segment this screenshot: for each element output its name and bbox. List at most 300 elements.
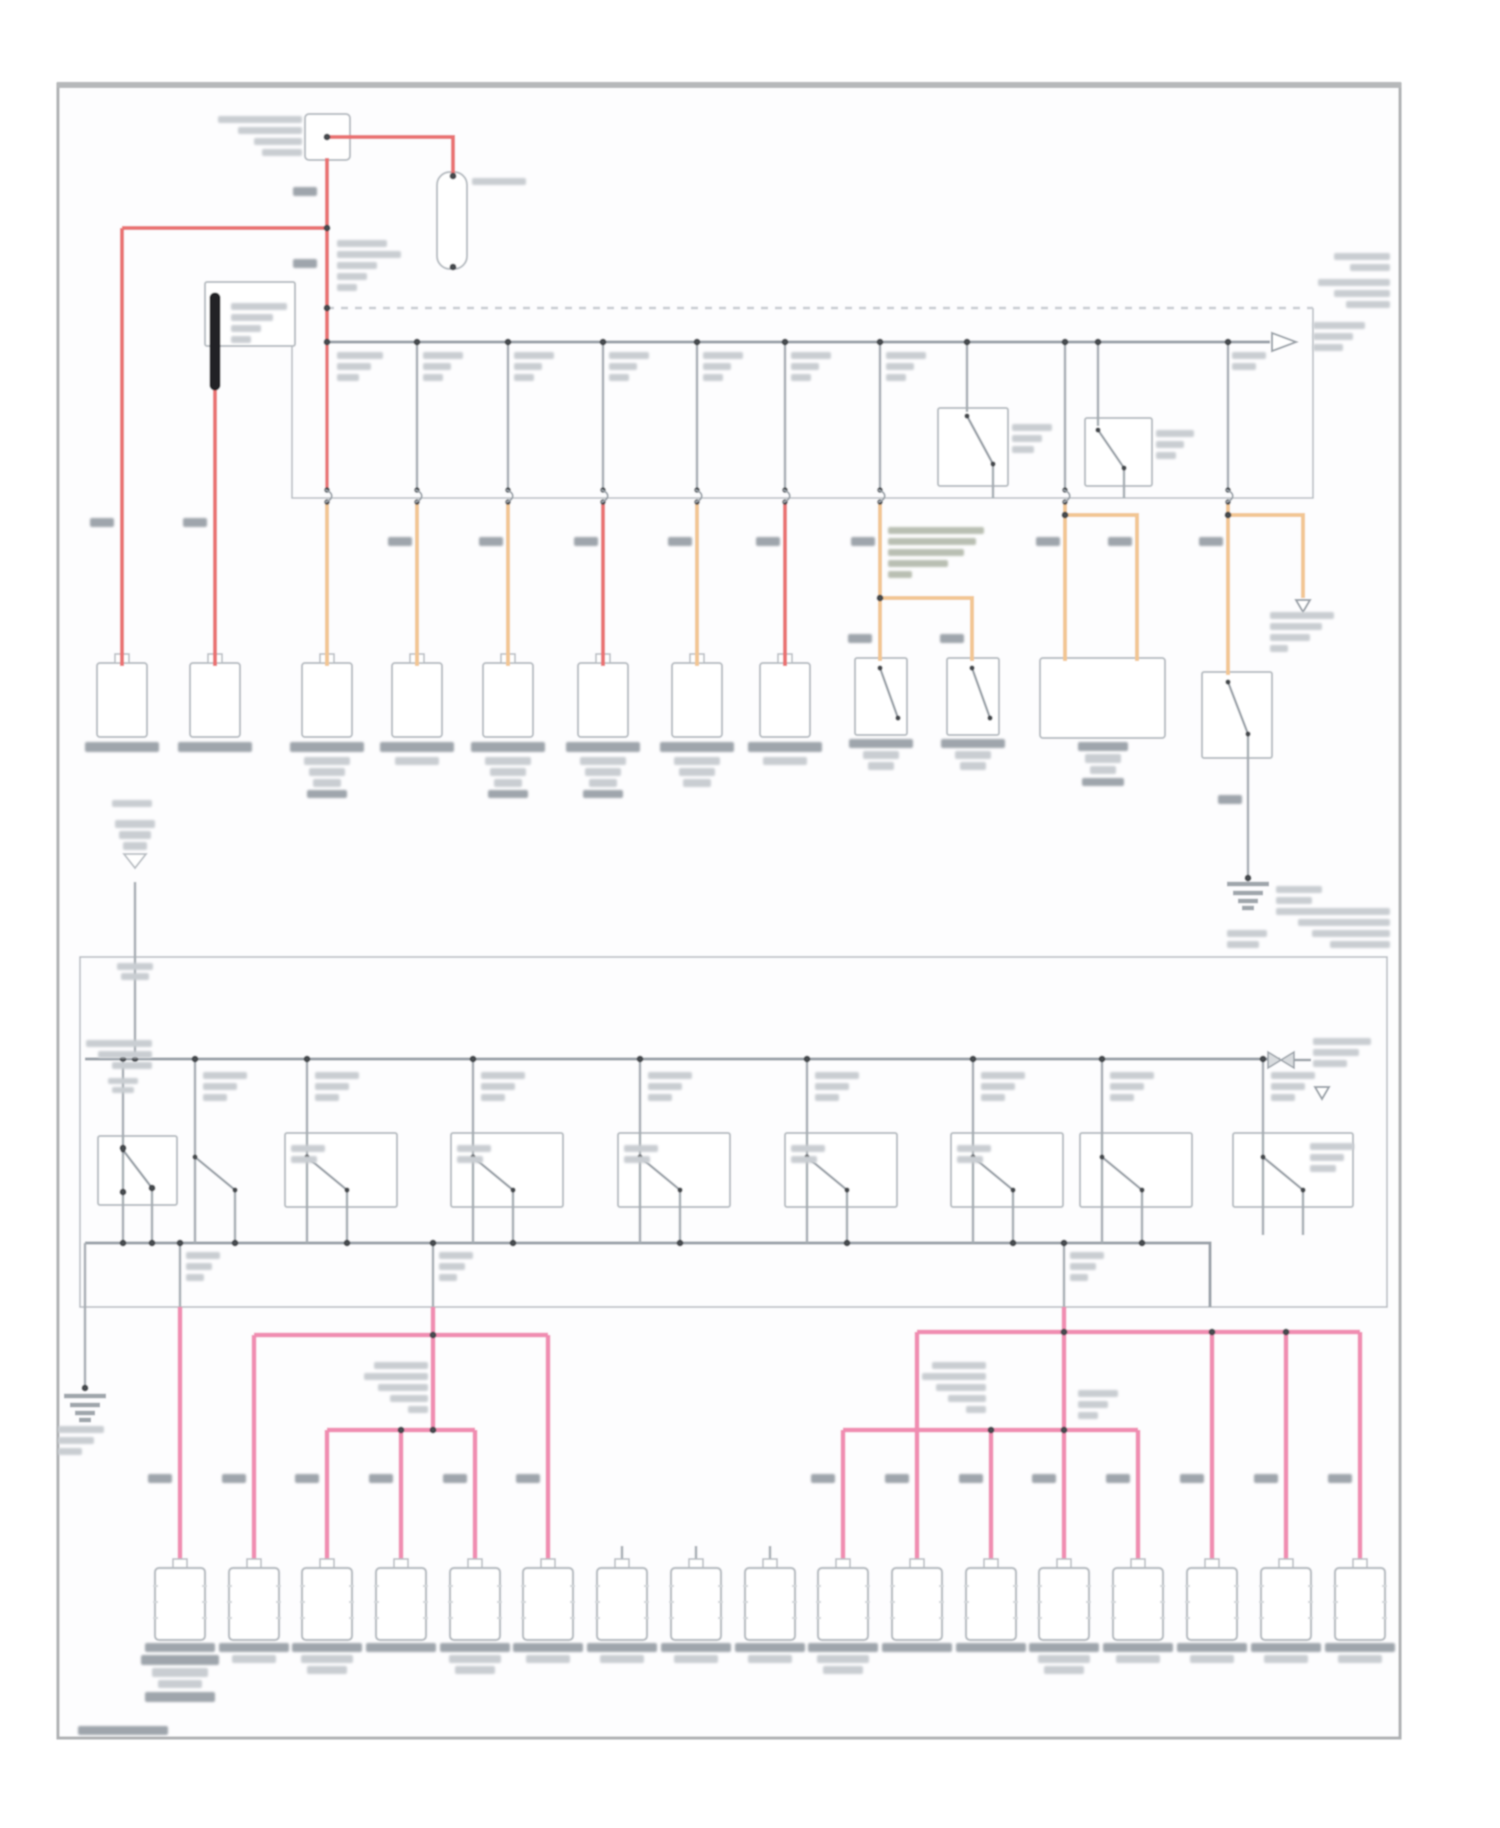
- wire-gauge-tag: [90, 518, 114, 527]
- blurred-label-line: [514, 352, 554, 359]
- relay-box: [938, 408, 1008, 486]
- blurred-stack-bar: [580, 757, 626, 765]
- connector-box: [97, 663, 147, 737]
- blurred-stack-bar: [121, 973, 149, 980]
- switch-terminal: [990, 461, 995, 466]
- blurred-label-bar: [661, 1643, 731, 1652]
- connector-terminal-nub: [468, 1559, 482, 1568]
- blurred-label-line: [703, 374, 723, 381]
- connector-box: [892, 1568, 942, 1640]
- blurred-label-line: [472, 178, 526, 185]
- blurred-label-line: [1232, 363, 1256, 370]
- blurred-label-line: [1270, 623, 1322, 630]
- junction-dot: [450, 173, 457, 180]
- blurred-label-line: [1313, 1060, 1347, 1067]
- blurred-stack-bar: [674, 757, 720, 765]
- blurred-label-line: [231, 314, 273, 321]
- blurred-label-bar: [600, 1655, 644, 1663]
- blurred-stack-bar: [119, 831, 151, 839]
- blurred-label-line: [948, 1395, 986, 1402]
- blurred-label-line: [457, 1145, 491, 1152]
- wire-gauge-tag: [885, 1474, 909, 1483]
- blurred-label-line: [886, 352, 926, 359]
- connector-terminal-nub: [836, 1559, 850, 1568]
- blurred-label-line: [815, 1094, 839, 1101]
- blurred-label-bar: [307, 1666, 347, 1674]
- blurred-label-line: [390, 1395, 428, 1402]
- switch-terminal: [1225, 679, 1230, 684]
- connector-terminal-nub: [689, 1559, 703, 1568]
- blurred-label-bar: [1044, 1666, 1084, 1674]
- junction-dot: [1061, 1427, 1068, 1434]
- connector-box: [483, 663, 533, 737]
- blurred-label-line: [888, 560, 948, 567]
- blurred-label-line: [703, 352, 743, 359]
- junction-dot: [324, 134, 331, 141]
- junction-dot: [877, 595, 884, 602]
- blurred-stack-bar: [112, 1087, 134, 1093]
- blurred-label-line: [1313, 333, 1353, 340]
- blurred-label-line: [1330, 941, 1390, 948]
- blurred-label-line: [791, 1145, 825, 1152]
- blurred-label-bar: [956, 1643, 1026, 1652]
- blurred-label-line: [1350, 264, 1390, 271]
- blurred-stack-bar: [178, 742, 252, 752]
- switch-terminal: [964, 413, 969, 418]
- relay-box: [451, 1133, 563, 1207]
- relay-box: [618, 1133, 730, 1207]
- blurred-label-line: [1156, 430, 1194, 437]
- blurred-label-line: [886, 363, 914, 370]
- blurred-label-line: [337, 240, 387, 247]
- blurred-label-line: [1110, 1072, 1154, 1079]
- connector-terminal-nub: [984, 1559, 998, 1568]
- blurred-label-line: [291, 1145, 325, 1152]
- relay-box: [785, 1133, 897, 1207]
- blurred-label-line: [337, 251, 401, 258]
- blurred-stack-bar: [78, 1726, 168, 1735]
- junction-dot: [120, 1189, 127, 1196]
- wire-gauge-tag: [1180, 1474, 1204, 1483]
- blurred-stack-bar: [471, 742, 545, 752]
- connector-box: [190, 663, 240, 737]
- wire-gauge-tag: [1036, 537, 1060, 546]
- blurred-label-bar: [735, 1643, 805, 1652]
- connector-box: [1187, 1568, 1237, 1640]
- blurred-label-line: [791, 374, 811, 381]
- blurred-label-line: [1298, 919, 1390, 926]
- blurred-label-line: [1271, 1094, 1295, 1101]
- junction-dot: [1095, 339, 1102, 346]
- switch-terminal: [1139, 1187, 1144, 1192]
- connector-terminal-nub: [1205, 1559, 1219, 1568]
- blurred-label-bar: [301, 1655, 353, 1663]
- blurred-label-line: [1313, 1038, 1371, 1045]
- connector-terminal-nub: [763, 1559, 777, 1568]
- blurred-stack-bar: [683, 779, 711, 787]
- wire-gauge-tag: [183, 518, 207, 527]
- blurred-label-line: [231, 303, 287, 310]
- blurred-stack-bar: [123, 842, 147, 850]
- connector-terminal-nub: [394, 1559, 408, 1568]
- blurred-label-line: [423, 363, 451, 370]
- blurred-label-line: [231, 325, 261, 332]
- wire-gauge-tag: [222, 1474, 246, 1483]
- blurred-label-bar: [526, 1655, 570, 1663]
- blurred-label-line: [966, 1406, 986, 1413]
- wire-gauge-tag: [516, 1474, 540, 1483]
- blurred-stack-bar: [380, 742, 454, 752]
- blurred-label-line: [1270, 612, 1334, 619]
- blurred-label-line: [1078, 1412, 1098, 1419]
- blurred-label-line: [291, 1156, 317, 1163]
- connector-box: [671, 1568, 721, 1640]
- blurred-label-bar: [1325, 1643, 1395, 1652]
- blurred-label-line: [957, 1145, 991, 1152]
- blurred-label-bar: [152, 1668, 208, 1677]
- switch-terminal: [1095, 427, 1100, 432]
- wire-gauge-tag: [295, 1474, 319, 1483]
- junction-dot: [1061, 1329, 1068, 1336]
- blurred-label-bar: [158, 1680, 202, 1688]
- connector-box: [672, 663, 722, 737]
- junction-dot: [430, 1332, 437, 1339]
- connector-box: [376, 1568, 426, 1640]
- connector-box: [302, 663, 352, 737]
- blurred-label-line: [1156, 452, 1176, 459]
- blurred-label-line: [1070, 1252, 1104, 1259]
- junction-dot: [120, 1240, 127, 1247]
- blurred-label-bar: [145, 1692, 215, 1702]
- junction-dot: [1062, 339, 1069, 346]
- wire-gauge-tag: [148, 1474, 172, 1483]
- junction-dot: [304, 1056, 311, 1063]
- blurred-label-line: [408, 1406, 428, 1413]
- blurred-label-line: [609, 352, 649, 359]
- blurred-stack-bar: [395, 757, 439, 765]
- junction-dot: [1010, 1240, 1017, 1247]
- blurred-label-line: [936, 1384, 986, 1391]
- blurred-label-line: [1313, 1049, 1359, 1056]
- junction-dot: [694, 339, 701, 346]
- blurred-label-line: [932, 1362, 986, 1369]
- blurred-label-line: [1070, 1274, 1088, 1281]
- battery-body: [437, 172, 467, 269]
- connector-box: [1039, 1568, 1089, 1640]
- blurred-stack-bar: [863, 751, 899, 759]
- connector-box: [523, 1568, 573, 1640]
- blurred-label-line: [98, 1051, 152, 1058]
- wire-gauge-tag: [1218, 795, 1242, 804]
- junction-dot: [149, 1240, 156, 1247]
- blurred-label-line: [238, 127, 302, 134]
- blurred-label-line: [1078, 1390, 1118, 1397]
- wire-gauge-tag: [293, 187, 317, 196]
- switch-terminal: [510, 1187, 515, 1192]
- blurred-label-line: [439, 1274, 457, 1281]
- blurred-label-bar: [1038, 1655, 1090, 1663]
- blurred-label-line: [337, 273, 367, 280]
- blurred-label-line: [254, 138, 302, 145]
- junction-dot: [844, 1240, 851, 1247]
- blurred-label-bar: [1116, 1655, 1160, 1663]
- blurred-label-line: [481, 1094, 505, 1101]
- blurred-label-line: [791, 352, 831, 359]
- blurred-label-line: [981, 1072, 1025, 1079]
- blurred-label-bar: [449, 1655, 501, 1663]
- blurred-stack-bar: [583, 790, 623, 798]
- junction-dot: [782, 339, 789, 346]
- blurred-label-line: [1078, 1401, 1108, 1408]
- junction-dot: [232, 1240, 239, 1247]
- junction-dot: [430, 1240, 437, 1247]
- blurred-label-line: [624, 1156, 650, 1163]
- wire-gauge-tag: [1108, 537, 1132, 546]
- blurred-label-line: [1232, 352, 1266, 359]
- blurred-label-line: [703, 363, 731, 370]
- blurred-label-bar: [145, 1643, 215, 1652]
- blurred-label-bar: [219, 1643, 289, 1652]
- blurred-label-line: [791, 363, 819, 370]
- blurred-stack-bar: [485, 757, 531, 765]
- switch-terminal: [232, 1187, 237, 1192]
- blurred-label-line: [1012, 446, 1034, 453]
- blurred-stack-bar: [290, 742, 364, 752]
- junction-dot: [877, 339, 884, 346]
- junction-dot: [450, 264, 457, 271]
- junction-dot: [324, 225, 331, 232]
- blurred-label-line: [1227, 941, 1259, 948]
- blurred-label-line: [922, 1373, 986, 1380]
- junction-dot: [1139, 1240, 1146, 1247]
- blurred-stack-bar: [115, 820, 155, 828]
- blurred-label-bar: [232, 1655, 276, 1663]
- blurred-label-bar: [808, 1643, 878, 1652]
- connector-box: [597, 1568, 647, 1640]
- blurred-label-bar: [587, 1643, 657, 1652]
- blurred-label-line: [514, 374, 534, 381]
- blurred-label-line: [1227, 930, 1267, 937]
- connector-box: [1335, 1568, 1385, 1640]
- blurred-stack-bar: [585, 768, 621, 776]
- blurred-label-line: [791, 1156, 817, 1163]
- connector-terminal-nub: [615, 1559, 629, 1568]
- wire-gauge-tag: [1254, 1474, 1278, 1483]
- junction-dot: [988, 1427, 995, 1434]
- blurred-stack-bar: [955, 751, 991, 759]
- blurred-label-line: [1346, 301, 1390, 308]
- wire-gauge-tag: [574, 537, 598, 546]
- junction-dot: [637, 1056, 644, 1063]
- connector-terminal-nub: [1057, 1559, 1071, 1568]
- switch-terminal: [895, 715, 900, 720]
- switch-terminal: [987, 715, 992, 720]
- blurred-label-line: [315, 1083, 349, 1090]
- junction-dot: [1225, 339, 1232, 346]
- wire-gauge-tag: [756, 537, 780, 546]
- junction-dot: [804, 1056, 811, 1063]
- connector-box: [302, 1568, 352, 1640]
- junction-dot: [600, 339, 607, 346]
- switch-terminal: [1099, 1154, 1104, 1159]
- blurred-label-line: [218, 116, 302, 123]
- blurred-label-bar: [440, 1643, 510, 1652]
- blurred-label-bar: [1264, 1655, 1308, 1663]
- blurred-label-line: [815, 1083, 849, 1090]
- blurred-stack-bar: [660, 742, 734, 752]
- blurred-label-line: [888, 549, 964, 556]
- blurred-label-bar: [1190, 1655, 1234, 1663]
- relay-box: [285, 1133, 397, 1207]
- blurred-stack-bar: [566, 742, 640, 752]
- wire-gauge-tag: [1106, 1474, 1130, 1483]
- blurred-label-line: [1012, 424, 1052, 431]
- switch-terminal: [1121, 465, 1126, 470]
- blurred-label-bar: [366, 1643, 436, 1652]
- blurred-label-line: [315, 1094, 339, 1101]
- blurred-label-line: [1271, 1072, 1315, 1079]
- module-box: [1040, 658, 1165, 738]
- junction-dot: [1099, 1056, 1106, 1063]
- blurred-label-bar: [292, 1643, 362, 1652]
- blurred-label-line: [1276, 897, 1312, 904]
- blurred-label-line: [364, 1373, 428, 1380]
- blurred-label-bar: [1338, 1655, 1382, 1663]
- blurred-label-line: [315, 1072, 359, 1079]
- wire-gauge-tag: [959, 1474, 983, 1483]
- junction-dot: [398, 1427, 405, 1434]
- junction-dot: [1062, 512, 1069, 519]
- wire-gauge-tag: [1328, 1474, 1352, 1483]
- switch-terminal: [877, 665, 882, 670]
- junction-dot: [177, 1240, 184, 1247]
- blurred-label-line: [1110, 1083, 1144, 1090]
- connector-box: [450, 1568, 500, 1640]
- junction-dot: [82, 1385, 89, 1392]
- wire-gauge-tag: [388, 537, 412, 546]
- junction-dot: [1209, 1329, 1216, 1336]
- connector-terminal-nub: [173, 1559, 187, 1568]
- blurred-label-bar: [748, 1655, 792, 1663]
- wire-gauge-tag: [940, 634, 964, 643]
- connector-box: [818, 1568, 868, 1640]
- blurred-stack-bar: [1082, 778, 1124, 786]
- junction-dot: [1260, 1056, 1267, 1063]
- blurred-label-bar: [817, 1655, 869, 1663]
- blurred-stack-bar: [1078, 742, 1128, 751]
- connector-box: [155, 1568, 205, 1640]
- blurred-label-line: [1270, 634, 1310, 641]
- blurred-label-bar: [141, 1655, 219, 1665]
- connector-box: [1113, 1568, 1163, 1640]
- blurred-label-bar: [455, 1666, 495, 1674]
- blurred-label-line: [186, 1263, 212, 1270]
- switch-terminal: [1260, 1154, 1265, 1159]
- blurred-label-line: [374, 1362, 428, 1369]
- blurred-label-line: [609, 374, 629, 381]
- blurred-label-line: [481, 1072, 525, 1079]
- blurred-stack-bar: [960, 762, 986, 770]
- blurred-label-line: [378, 1384, 428, 1391]
- blurred-label-line: [186, 1252, 220, 1259]
- blurred-label-line: [58, 1437, 94, 1444]
- blurred-label-line: [1312, 930, 1390, 937]
- blurred-stack-bar: [763, 757, 807, 765]
- blurred-label-line: [624, 1145, 658, 1152]
- blurred-label-line: [423, 374, 443, 381]
- blurred-stack-bar: [490, 768, 526, 776]
- blurred-stack-bar: [748, 742, 822, 752]
- blurred-stack-bar: [309, 768, 345, 776]
- junction-dot: [149, 1185, 156, 1192]
- blurred-label-line: [648, 1083, 682, 1090]
- blurred-label-line: [609, 363, 637, 370]
- junction-dot: [1283, 1329, 1290, 1336]
- blurred-stack-bar: [494, 779, 522, 787]
- junction-dot: [1245, 875, 1252, 882]
- blurred-stack-bar: [488, 790, 528, 798]
- blurred-stack-bar: [868, 762, 894, 770]
- junction-dot: [120, 1145, 127, 1152]
- relay-box: [1080, 1133, 1192, 1207]
- blurred-label-line: [423, 352, 463, 359]
- blurred-label-line: [112, 800, 152, 807]
- connector-terminal-nub: [910, 1559, 924, 1568]
- blurred-label-bar: [1177, 1643, 1247, 1652]
- blurred-label-line: [337, 284, 357, 291]
- blurred-label-line: [262, 149, 302, 156]
- connector-box: [745, 1568, 795, 1640]
- blurred-label-line: [886, 374, 906, 381]
- blurred-label-line: [58, 1426, 104, 1433]
- switch-terminal: [192, 1154, 197, 1159]
- relay-box: [1085, 418, 1152, 486]
- blurred-stack-bar: [1090, 766, 1116, 774]
- blurred-stack-bar: [313, 779, 341, 787]
- blurred-label-bar: [1251, 1643, 1321, 1652]
- wire-gauge-tag: [443, 1474, 467, 1483]
- blurred-label-line: [1156, 441, 1184, 448]
- switch-box: [1202, 672, 1272, 758]
- blurred-stack-bar: [589, 779, 617, 787]
- blurred-stack-bar: [117, 963, 153, 970]
- wire-gauge-tag: [668, 537, 692, 546]
- diagram-root: [57, 84, 1401, 1738]
- connector-terminal-nub: [247, 1559, 261, 1568]
- blurred-label-line: [1012, 435, 1042, 442]
- switch-terminal: [969, 665, 974, 670]
- blurred-label-line: [1310, 1165, 1336, 1172]
- blurred-stack-bar: [849, 739, 913, 748]
- blurred-label-line: [888, 538, 976, 545]
- connector-box: [229, 1568, 279, 1640]
- switch-terminal: [1300, 1187, 1305, 1192]
- blurred-label-line: [648, 1072, 692, 1079]
- blurred-label-line: [1270, 645, 1288, 652]
- blurred-label-line: [112, 1062, 152, 1069]
- connector-terminal-nub: [1353, 1559, 1367, 1568]
- blurred-label-line: [1276, 886, 1322, 893]
- blurred-label-bar: [513, 1643, 583, 1652]
- relay-box: [951, 1133, 1063, 1207]
- blurred-label-bar: [882, 1643, 952, 1652]
- blurred-label-line: [1271, 1083, 1305, 1090]
- blurred-label-line: [1286, 908, 1390, 915]
- wire-gauge-tag: [1032, 1474, 1056, 1483]
- blurred-label-bar: [1103, 1643, 1173, 1652]
- connector-box: [760, 663, 810, 737]
- wire-gauge-tag: [293, 259, 317, 268]
